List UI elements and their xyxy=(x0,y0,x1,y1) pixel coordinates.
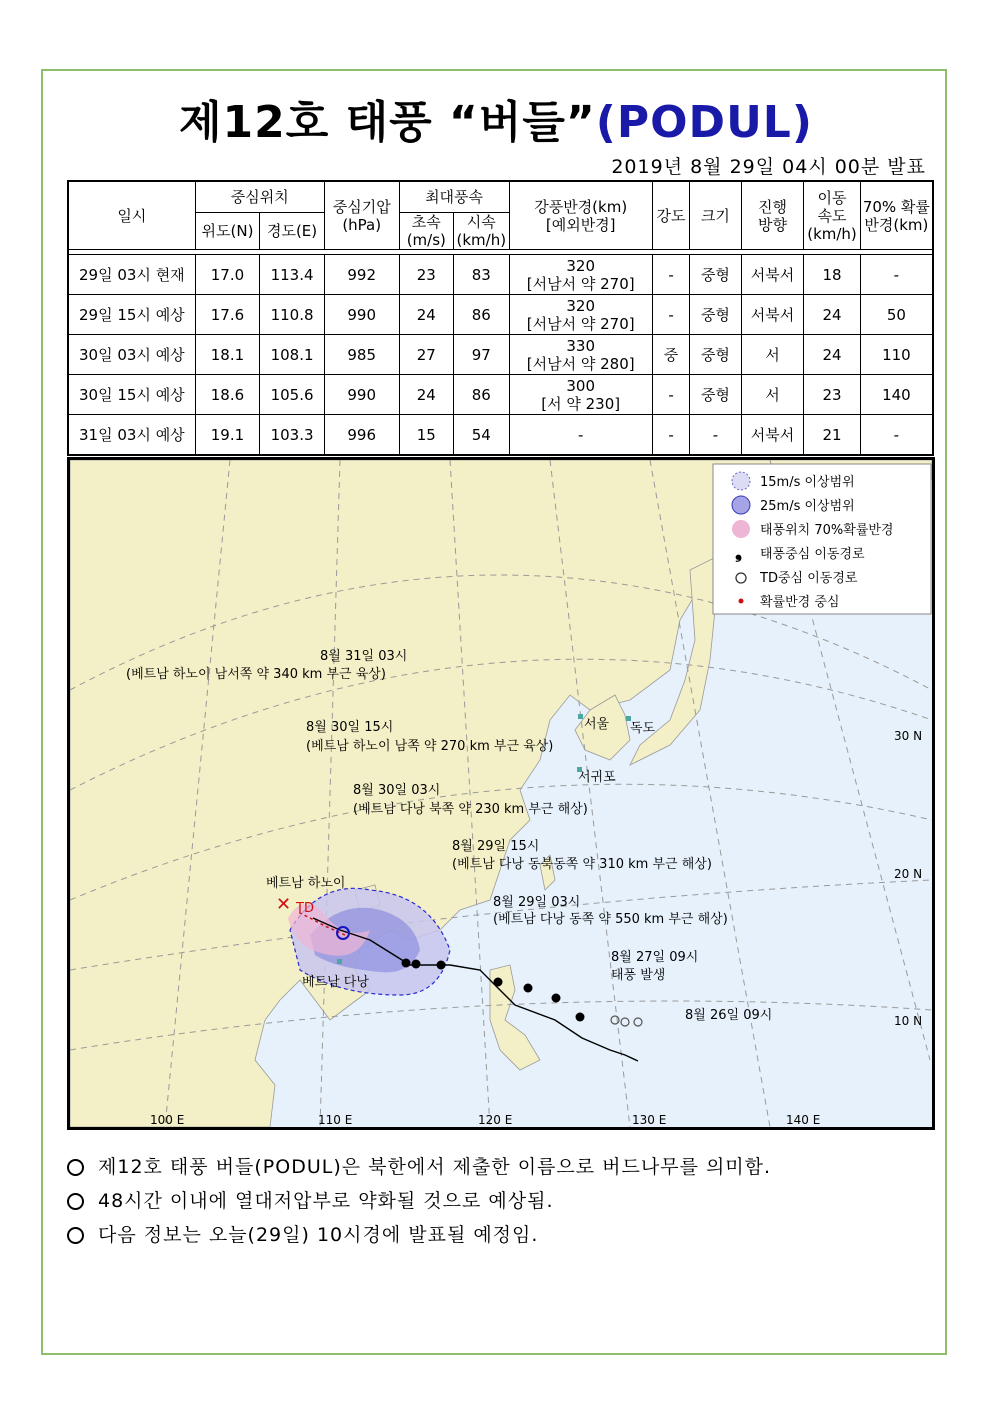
cell-size: 중형 xyxy=(690,255,741,295)
note-item xyxy=(67,1218,771,1252)
legend-15ms: 15m/s 이상범위 xyxy=(760,475,855,490)
label-30-15-desc: (베트남 하노이 남쪽 약 270 km 부근 육상) xyxy=(306,739,554,754)
bullet-circle-icon xyxy=(67,1227,84,1244)
page-title xyxy=(0,86,992,150)
cell-lat: 17.6 xyxy=(195,295,260,335)
header-ms: 초속 (m/s) xyxy=(399,213,454,250)
cell-prob: 110 xyxy=(860,335,933,375)
label-td: TD xyxy=(296,901,314,916)
label-31-03-desc: (베트남 하노이 남서쪽 약 340 km 부근 육상) xyxy=(126,667,386,682)
cell-lat: 19.1 xyxy=(195,415,260,456)
legend-25ms: 25m/s 이상범위 xyxy=(760,499,855,514)
label-30-03-date: 8월 30일 03시 xyxy=(353,783,441,798)
cell-lat: 18.6 xyxy=(195,375,260,415)
label-danang: 베트남 다낭 xyxy=(302,975,369,990)
label-26-09: 8월 26일 09시 xyxy=(685,1008,773,1023)
header-prob-radius: 70% 확률 반경(km) xyxy=(860,181,933,250)
cell-size: 중형 xyxy=(690,295,741,335)
cell-pressure: 990 xyxy=(324,295,399,335)
cell-lat: 18.1 xyxy=(195,335,260,375)
lon-tick-100: 100 E xyxy=(150,1113,185,1127)
note-1-text: 제12호 태풍 버들(PODUL)은 북한에서 제출한 이름으로 버드나무를 의미함. xyxy=(98,1156,772,1178)
lat-tick-20: 20 N xyxy=(894,867,923,881)
bullet-circle-icon xyxy=(67,1193,84,1210)
cell-kmh: 54 xyxy=(454,415,510,456)
cell-radius: 300 [서 약 230] xyxy=(509,375,652,415)
header-pressure: 중심기압 (hPa) xyxy=(324,181,399,250)
lat-tick-10: 10 N xyxy=(894,1014,923,1028)
cell-intensity: - xyxy=(652,375,689,415)
header-speed: 이동 속도 (km/h) xyxy=(804,181,861,250)
legend-25ms-icon xyxy=(732,496,750,514)
title-english: (PODUL) xyxy=(595,97,813,148)
cell-size: 중형 xyxy=(690,375,741,415)
label-29-15-date: 8월 29일 15시 xyxy=(452,839,540,854)
cell-time: 31일 03시 예상 xyxy=(68,415,195,456)
legend-center-icon xyxy=(739,599,744,604)
header-intensity: 강도 xyxy=(652,181,689,250)
header-lon: 경도(E) xyxy=(260,213,325,250)
legend-prob-icon xyxy=(732,520,750,538)
cell-dir: 서북서 xyxy=(741,295,804,335)
cell-size: 중형 xyxy=(690,335,741,375)
table-row xyxy=(68,415,933,456)
label-30-15-date: 8월 30일 15시 xyxy=(306,720,394,735)
cell-prob: - xyxy=(860,255,933,295)
cell-time: 30일 15시 예상 xyxy=(68,375,195,415)
legend-prob-center: 확률반경 중심 xyxy=(760,595,840,610)
cell-radius: 320 [서남서 약 270] xyxy=(509,295,652,335)
label-seogwipo: 서귀포 xyxy=(578,770,616,785)
header-center-pos: 중심위치 xyxy=(195,181,324,213)
cell-size: - xyxy=(690,415,741,456)
cell-lon: 108.1 xyxy=(260,335,325,375)
cell-ms: 24 xyxy=(399,295,454,335)
cell-ms: 23 xyxy=(399,255,454,295)
cell-lon: 105.6 xyxy=(260,375,325,415)
cell-pressure: 996 xyxy=(324,415,399,456)
cell-intensity: - xyxy=(652,415,689,456)
note-item xyxy=(67,1150,771,1184)
header-time: 일시 xyxy=(68,181,195,250)
label-29-03-date: 8월 29일 03시 xyxy=(493,895,581,910)
cell-radius: 330 [서남서 약 280] xyxy=(509,335,652,375)
map-legend xyxy=(713,464,931,614)
cell-kmh: 86 xyxy=(454,295,510,335)
td-positions xyxy=(611,1016,642,1026)
label-29-15-desc: (베트남 다낭 동북동쪽 약 310 km 부근 해상) xyxy=(452,857,712,872)
lon-tick-130: 130 E xyxy=(632,1113,667,1127)
cell-lon: 113.4 xyxy=(260,255,325,295)
label-27-09-date: 8월 27일 09시 xyxy=(611,950,699,965)
legend-td-track: TD중심 이동경로 xyxy=(760,571,858,586)
note-3-text: 다음 정보는 오늘(29일) 10시경에 발표될 예정임. xyxy=(98,1224,539,1246)
cell-dir: 서북서 xyxy=(741,255,804,295)
cell-lon: 110.8 xyxy=(260,295,325,335)
cell-lat: 17.0 xyxy=(195,255,260,295)
cell-kmh: 83 xyxy=(454,255,510,295)
note-2-text: 48시간 이내에 열대저압부로 약화될 것으로 예상됨. xyxy=(98,1190,554,1212)
header-direction: 진행 방향 xyxy=(741,181,804,250)
label-hanoi: 베트남 하노이 xyxy=(266,876,346,891)
label-dokdo: 독도 xyxy=(630,721,656,736)
cell-pressure: 992 xyxy=(324,255,399,295)
cell-pressure: 985 xyxy=(324,335,399,375)
notes xyxy=(67,1150,771,1252)
lon-tick-110: 110 E xyxy=(318,1113,353,1127)
lon-tick-140: 140 E xyxy=(786,1113,821,1127)
header-radius: 강풍반경(km) [예외반경] xyxy=(509,181,652,250)
note-item xyxy=(67,1184,771,1218)
header-size: 크기 xyxy=(690,181,741,250)
table-row xyxy=(68,375,933,415)
legend-15ms-icon xyxy=(732,472,750,490)
cell-kmh: 97 xyxy=(454,335,510,375)
cell-ms: 15 xyxy=(399,415,454,456)
cell-pressure: 990 xyxy=(324,375,399,415)
cell-radius: 320 [서남서 약 270] xyxy=(509,255,652,295)
cell-intensity: 중 xyxy=(652,335,689,375)
table-header-row-1 xyxy=(68,181,933,213)
cell-prob: 140 xyxy=(860,375,933,415)
label-30-03-desc: (베트남 다낭 북쪽 약 230 km 부근 해상) xyxy=(353,802,588,817)
lat-tick-30: 30 N xyxy=(894,729,923,743)
cell-time: 30일 03시 예상 xyxy=(68,335,195,375)
cell-speed: 23 xyxy=(804,375,861,415)
bullet-circle-icon xyxy=(67,1159,84,1176)
table-row xyxy=(68,335,933,375)
typhoon-track-map xyxy=(67,457,935,1130)
cell-dir: 서 xyxy=(741,335,804,375)
legend-prob: 태풍위치 70%확률반경 xyxy=(760,523,894,538)
cell-speed: 24 xyxy=(804,295,861,335)
legend-typhoon-icon: ❟ xyxy=(735,542,743,563)
table-row xyxy=(68,295,933,335)
cell-intensity: - xyxy=(652,255,689,295)
table-row xyxy=(68,255,933,295)
label-seoul: 서울 xyxy=(584,717,610,732)
header-max-wind: 최대풍속 xyxy=(399,181,509,213)
cell-dir: 서 xyxy=(741,375,804,415)
issued-time: 2019년 8월 29일 04시 00분 발표 xyxy=(611,156,926,178)
cell-kmh: 86 xyxy=(454,375,510,415)
header-lat: 위도(N) xyxy=(195,213,260,250)
cell-time: 29일 03시 현재 xyxy=(68,255,195,295)
title-main: 제12호 태풍 “버들” xyxy=(179,97,596,148)
label-27-09-desc: 태풍 발생 xyxy=(611,968,666,983)
cell-ms: 27 xyxy=(399,335,454,375)
cell-time: 29일 15시 예상 xyxy=(68,295,195,335)
cell-prob: - xyxy=(860,415,933,456)
cell-radius: - xyxy=(509,415,652,456)
label-29-03-desc: (베트남 다낭 동쪽 약 550 km 부근 해상) xyxy=(493,912,728,927)
cell-dir: 서북서 xyxy=(741,415,804,456)
legend-typhoon-track: 태풍중심 이동경로 xyxy=(760,547,865,562)
forecast-table xyxy=(67,180,934,456)
cell-ms: 24 xyxy=(399,375,454,415)
cell-speed: 18 xyxy=(804,255,861,295)
lon-tick-120: 120 E xyxy=(478,1113,513,1127)
cell-speed: 21 xyxy=(804,415,861,456)
td-cross: ✕ xyxy=(276,894,292,915)
label-31-03-date: 8월 31일 03시 xyxy=(320,649,408,664)
cell-intensity: - xyxy=(652,295,689,335)
header-kmh: 시속 (km/h) xyxy=(454,213,510,250)
cell-lon: 103.3 xyxy=(260,415,325,456)
cell-speed: 24 xyxy=(804,335,861,375)
map-svg xyxy=(70,460,932,1127)
cell-prob: 50 xyxy=(860,295,933,335)
